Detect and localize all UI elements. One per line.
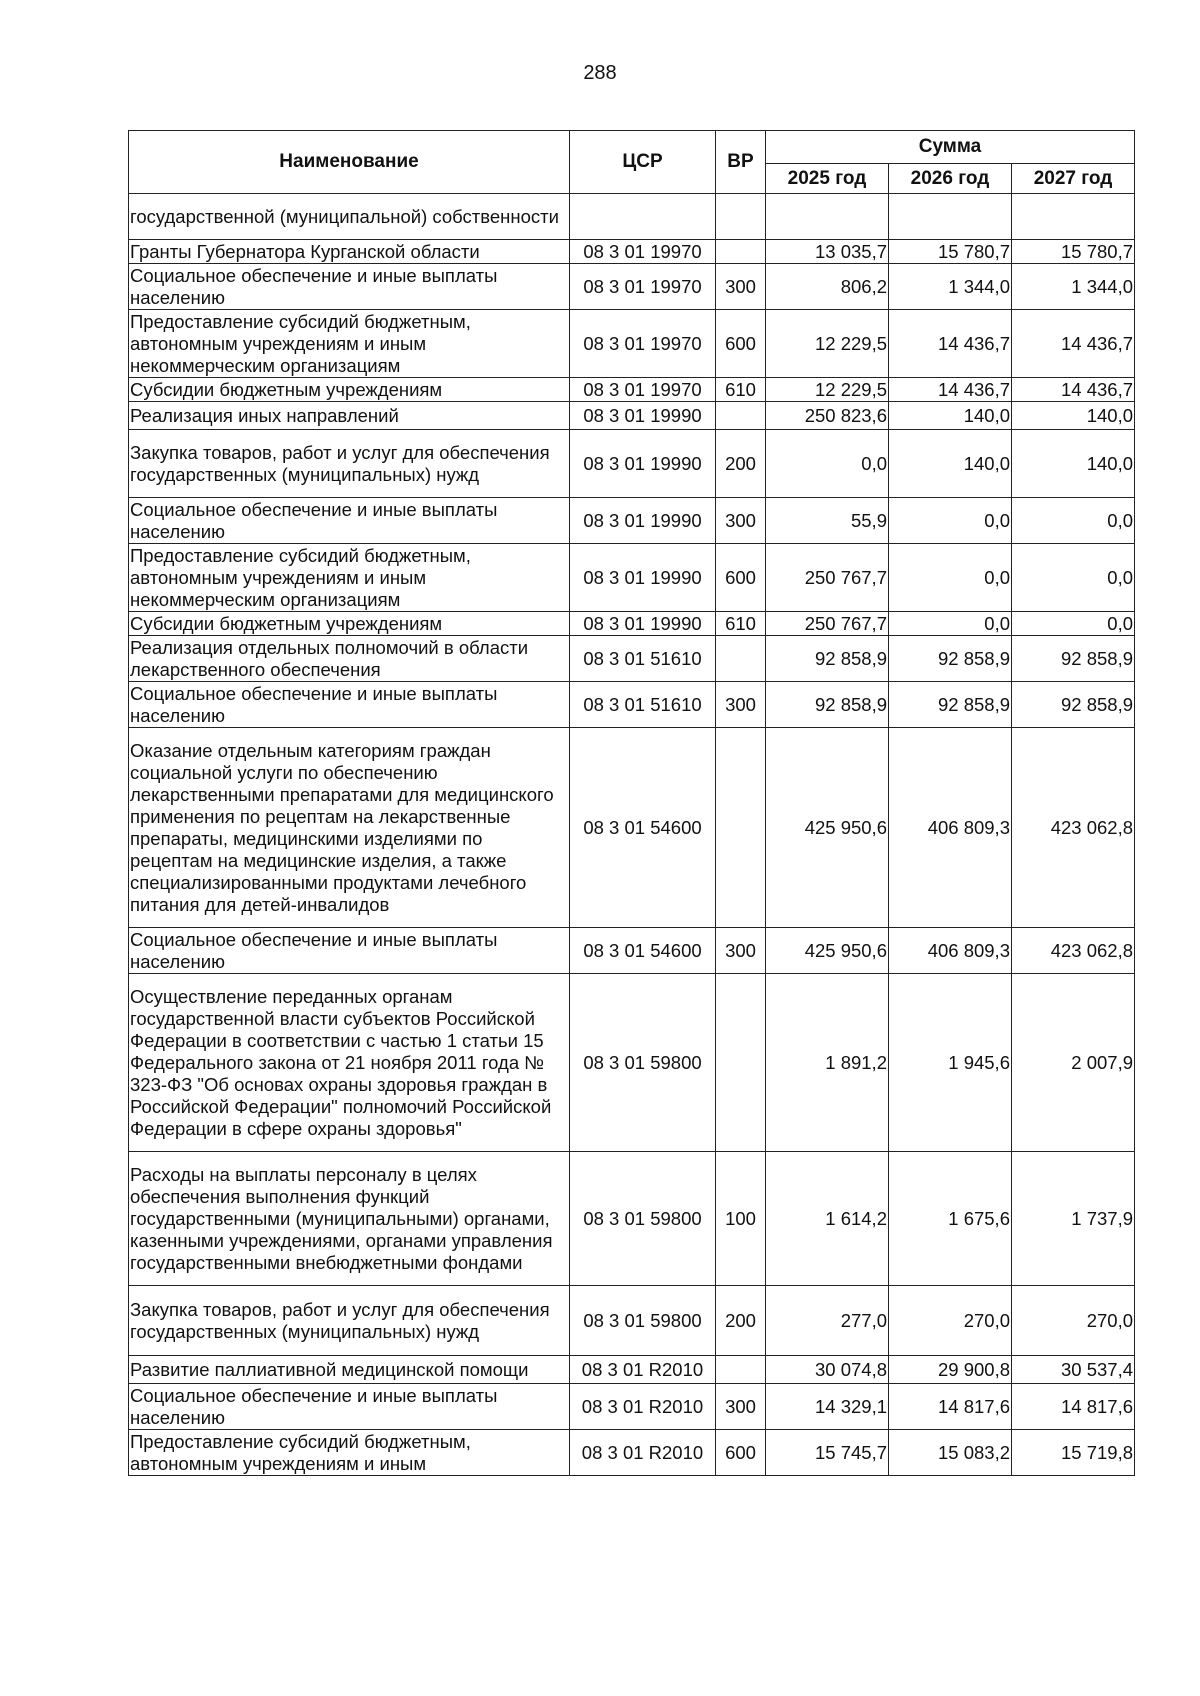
table-row — [129, 544, 1135, 612]
row-value-2025: 1 614,2 — [766, 1152, 889, 1286]
table-row — [129, 240, 1135, 264]
row-name: Развитие паллиативной медицинской помощи — [129, 1356, 570, 1384]
row-value-2025: 55,9 — [766, 498, 889, 544]
row-csr: 08 3 01 19990 — [570, 430, 716, 498]
row-value-2025 — [766, 194, 889, 240]
row-csr: 08 3 01 19990 — [570, 612, 716, 636]
row-vr: 600 — [716, 310, 766, 378]
row-csr: 08 3 01 59800 — [570, 1152, 716, 1286]
table-row — [129, 928, 1135, 974]
row-value-2027: 1 344,0 — [1012, 264, 1135, 310]
table-row — [129, 636, 1135, 682]
row-vr: 200 — [716, 430, 766, 498]
row-value-2025: 30 074,8 — [766, 1356, 889, 1384]
row-vr — [716, 974, 766, 1152]
row-vr — [716, 1356, 766, 1384]
row-value-2025: 425 950,6 — [766, 728, 889, 928]
row-name: Оказание отдельным категориям граждан социальной услуги по обеспечению лекарственными препаратами для медицинского применения по рецептам на лекарственные препараты, медицинскими изделиями по рецептам на медицинские изделия, а также специализированными продуктами лечебного питания для детей-инвалидов — [129, 728, 570, 928]
row-name: Социальное обеспечение и иные выплаты населению — [129, 498, 570, 544]
row-csr: 08 3 01 19970 — [570, 310, 716, 378]
row-vr — [716, 240, 766, 264]
row-name: Реализация отдельных полномочий в области лекарственного обеспечения — [129, 636, 570, 682]
row-vr — [716, 194, 766, 240]
row-value-2027: 14 436,7 — [1012, 378, 1135, 402]
row-vr: 300 — [716, 264, 766, 310]
row-name: Закупка товаров, работ и услуг для обеспечения государственных (муниципальных) нужд — [129, 1286, 570, 1356]
row-vr: 600 — [716, 1430, 766, 1476]
row-value-2026: 14 436,7 — [889, 378, 1012, 402]
row-value-2026: 1 344,0 — [889, 264, 1012, 310]
row-value-2025: 250 767,7 — [766, 544, 889, 612]
row-value-2027: 15 719,8 — [1012, 1430, 1135, 1476]
row-value-2026: 140,0 — [889, 430, 1012, 498]
row-value-2026: 0,0 — [889, 544, 1012, 612]
table-row — [129, 1384, 1135, 1430]
table-row — [129, 498, 1135, 544]
row-name: Субсидии бюджетным учреждениям — [129, 378, 570, 402]
row-value-2025: 250 823,6 — [766, 402, 889, 430]
row-value-2025: 806,2 — [766, 264, 889, 310]
row-csr: 08 3 01 59800 — [570, 1286, 716, 1356]
row-value-2027: 0,0 — [1012, 498, 1135, 544]
header-year-2027: 2027 год — [1012, 164, 1135, 194]
row-csr: 08 3 01 19970 — [570, 264, 716, 310]
row-csr: 08 3 01 59800 — [570, 974, 716, 1152]
table-row — [129, 310, 1135, 378]
row-value-2027: 15 780,7 — [1012, 240, 1135, 264]
header-year-2025: 2025 год — [766, 164, 889, 194]
header-sum: Сумма — [766, 131, 1135, 164]
table-row — [129, 612, 1135, 636]
row-csr: 08 3 01 19990 — [570, 544, 716, 612]
row-value-2027: 92 858,9 — [1012, 682, 1135, 728]
row-name: Социальное обеспечение и иные выплаты населению — [129, 1384, 570, 1430]
row-value-2026: 1 945,6 — [889, 974, 1012, 1152]
row-name: Реализация иных направлений — [129, 402, 570, 430]
row-value-2026: 15 083,2 — [889, 1430, 1012, 1476]
table-row — [129, 378, 1135, 402]
row-csr: 08 3 01 19990 — [570, 402, 716, 430]
header-year-2026: 2026 год — [889, 164, 1012, 194]
row-value-2026: 14 817,6 — [889, 1384, 1012, 1430]
row-name: Расходы на выплаты персоналу в целях обеспечения выполнения функций государственными (муниципальными) органами, казенными учреждениями, органами управления государственными внебюджетными фондами — [129, 1152, 570, 1286]
row-value-2026: 406 809,3 — [889, 928, 1012, 974]
row-value-2026 — [889, 194, 1012, 240]
row-csr — [570, 194, 716, 240]
row-csr: 08 3 01 54600 — [570, 928, 716, 974]
row-name: Предоставление субсидий бюджетным, автономным учреждениям и иным некоммерческим организациям — [129, 310, 570, 378]
row-value-2027: 1 737,9 — [1012, 1152, 1135, 1286]
row-name: Субсидии бюджетным учреждениям — [129, 612, 570, 636]
row-vr: 100 — [716, 1152, 766, 1286]
table-row — [129, 402, 1135, 430]
row-value-2027: 30 537,4 — [1012, 1356, 1135, 1384]
row-vr: 300 — [716, 498, 766, 544]
row-value-2027: 92 858,9 — [1012, 636, 1135, 682]
row-value-2027: 2 007,9 — [1012, 974, 1135, 1152]
table-row — [129, 1152, 1135, 1286]
row-value-2026: 140,0 — [889, 402, 1012, 430]
table-row — [129, 1356, 1135, 1384]
row-value-2027: 0,0 — [1012, 612, 1135, 636]
row-value-2027: 140,0 — [1012, 402, 1135, 430]
row-value-2026: 14 436,7 — [889, 310, 1012, 378]
row-value-2026: 92 858,9 — [889, 682, 1012, 728]
row-csr: 08 3 01 R2010 — [570, 1384, 716, 1430]
row-value-2025: 250 767,7 — [766, 612, 889, 636]
table-row — [129, 194, 1135, 240]
row-value-2026: 0,0 — [889, 498, 1012, 544]
table-row — [129, 430, 1135, 498]
row-vr — [716, 636, 766, 682]
table-row — [129, 264, 1135, 310]
row-csr: 08 3 01 54600 — [570, 728, 716, 928]
row-value-2025: 12 229,5 — [766, 378, 889, 402]
table-row — [129, 1286, 1135, 1356]
row-value-2026: 15 780,7 — [889, 240, 1012, 264]
row-vr: 610 — [716, 378, 766, 402]
row-value-2025: 1 891,2 — [766, 974, 889, 1152]
row-value-2025: 13 035,7 — [766, 240, 889, 264]
table-body — [129, 194, 1135, 1476]
row-value-2026: 92 858,9 — [889, 636, 1012, 682]
row-value-2026: 29 900,8 — [889, 1356, 1012, 1384]
table-row — [129, 728, 1135, 928]
row-csr: 08 3 01 19970 — [570, 240, 716, 264]
table-row — [129, 974, 1135, 1152]
row-value-2027: 270,0 — [1012, 1286, 1135, 1356]
row-value-2026: 1 675,6 — [889, 1152, 1012, 1286]
row-value-2027: 423 062,8 — [1012, 928, 1135, 974]
row-vr: 300 — [716, 1384, 766, 1430]
row-name: Предоставление субсидий бюджетным, автономным учреждениям и иным некоммерческим организациям — [129, 544, 570, 612]
row-value-2025: 92 858,9 — [766, 636, 889, 682]
row-csr: 08 3 01 51610 — [570, 682, 716, 728]
row-value-2027: 14 817,6 — [1012, 1384, 1135, 1430]
row-vr — [716, 728, 766, 928]
page-number: 288 — [583, 62, 617, 84]
row-vr: 200 — [716, 1286, 766, 1356]
row-name: Гранты Губернатора Курганской области — [129, 240, 570, 264]
row-value-2025: 12 229,5 — [766, 310, 889, 378]
table-row — [129, 1430, 1135, 1476]
row-name: Осуществление переданных органам государственной власти субъектов Российской Федерации в соответствии с частью 1 статьи 15 Федерального закона от 21 ноября 2011 года № 323-ФЗ "Об основах охраны здоровья граждан в Российской Федерации" полномочий Российской Федерации в сфере охраны здоровья" — [129, 974, 570, 1152]
row-value-2025: 15 745,7 — [766, 1430, 889, 1476]
header-vr: ВР — [716, 131, 766, 194]
row-vr: 300 — [716, 682, 766, 728]
row-name: Социальное обеспечение и иные выплаты населению — [129, 264, 570, 310]
row-name: Социальное обеспечение и иные выплаты населению — [129, 682, 570, 728]
row-csr: 08 3 01 51610 — [570, 636, 716, 682]
row-value-2025: 14 329,1 — [766, 1384, 889, 1430]
header-name: Наименование — [129, 131, 570, 194]
row-value-2026: 0,0 — [889, 612, 1012, 636]
row-value-2027: 423 062,8 — [1012, 728, 1135, 928]
table-row — [129, 682, 1135, 728]
row-csr: 08 3 01 19990 — [570, 498, 716, 544]
row-value-2025: 425 950,6 — [766, 928, 889, 974]
row-value-2027: 0,0 — [1012, 544, 1135, 612]
row-vr: 600 — [716, 544, 766, 612]
budget-table — [128, 130, 1135, 1476]
row-value-2025: 92 858,9 — [766, 682, 889, 728]
row-value-2026: 270,0 — [889, 1286, 1012, 1356]
row-value-2027 — [1012, 194, 1135, 240]
row-vr — [716, 402, 766, 430]
row-name: Закупка товаров, работ и услуг для обеспечения государственных (муниципальных) нужд — [129, 430, 570, 498]
header-csr: ЦСР — [570, 131, 716, 194]
row-value-2027: 140,0 — [1012, 430, 1135, 498]
row-csr: 08 3 01 R2010 — [570, 1356, 716, 1384]
row-csr: 08 3 01 19970 — [570, 378, 716, 402]
row-vr: 610 — [716, 612, 766, 636]
row-name: государственной (муниципальной) собственности — [129, 194, 570, 240]
row-name: Предоставление субсидий бюджетным, автономным учреждениям и иным — [129, 1430, 570, 1476]
row-value-2026: 406 809,3 — [889, 728, 1012, 928]
row-value-2025: 277,0 — [766, 1286, 889, 1356]
row-value-2027: 14 436,7 — [1012, 310, 1135, 378]
row-value-2025: 0,0 — [766, 430, 889, 498]
row-csr: 08 3 01 R2010 — [570, 1430, 716, 1476]
row-name: Социальное обеспечение и иные выплаты населению — [129, 928, 570, 974]
row-vr: 300 — [716, 928, 766, 974]
